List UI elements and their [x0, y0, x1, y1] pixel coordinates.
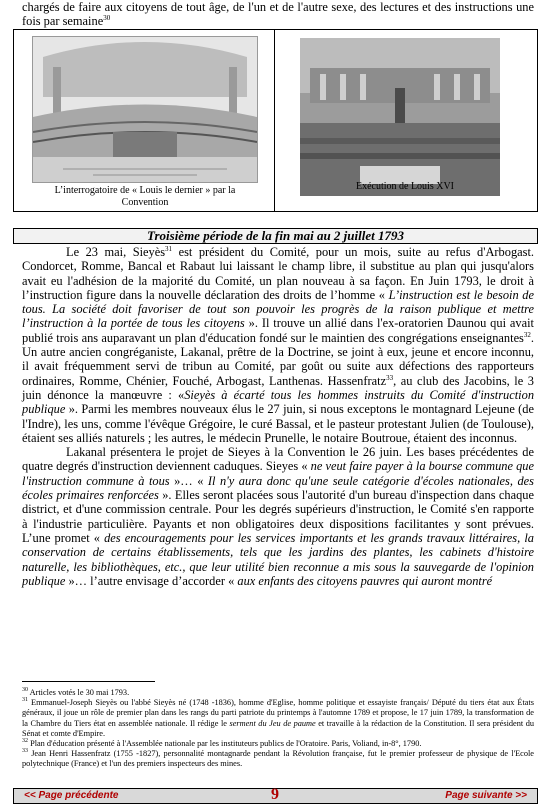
text-run: ». Parmi les membres nouveaux élus le 27 juin, si nous exceptons le montagnard Lejeune (de l'Indre), les uns, comme l'évêque Grégoire, le curé Bassal, et le pasteur protestant Julien (de Toulouse), étaient ses alliés naturels ; les autres, le médecin Prunelle, le notaire Boutroue, étaient des inconnus. [22, 402, 534, 445]
footnote-text: serment du Jeu de paume [229, 718, 316, 728]
intro-line: chargés de faire aux citoyens de tout âge, de l'un et de l'autre sexe, des lectures et des instructions une fois par semaine [22, 0, 534, 28]
text-run: est président du Comité, pour un mois, suite au refus d'Arbogast. Condorcet, Romme, Bancal et Rabaut lui laissant le champ libre, il substitue au plan qui jusqu'alors avait eu l'adhésion de la majorité du Comité, un plan nouveau à sa façon. En Juin 1793, le droit à l’instruction figure dans la nouvelle déclaration des droits de l’homme « [22, 245, 535, 302]
figure-caption-right: Exécution de Louis XVI [355, 181, 455, 192]
previous-page-link[interactable]: << Page précédente [24, 790, 119, 801]
paragraph [22, 245, 534, 445]
quote: des encouragements pour les services importants et les grands travaux littéraires, la conservation de certains établissements, tels que les jardins des plantes, les cabinets d'histoire naturelle, les bibliothèques, etc., que leur utilité bien reconnue a mis sous la sauvegarde de l'opinion publique [22, 530, 534, 588]
text-run: Le 23 mai, Sieyès [66, 245, 166, 259]
footnote-ref: 32 [523, 330, 531, 339]
page-number: 9 [271, 786, 279, 803]
section-title: Troisième période de la fin mai au 2 juillet 1793 [13, 228, 538, 244]
intro-text [22, 0, 534, 28]
footnote [22, 698, 534, 739]
figure-table [13, 29, 538, 212]
next-page-link[interactable]: Page suivante >> [445, 790, 527, 801]
text-run: »… l’autre envisage d’accorder « [65, 573, 238, 588]
footnote-ref: 33 [386, 373, 394, 382]
figure-cell-left [14, 30, 275, 211]
footnote-divider [22, 681, 155, 682]
quote: aux enfants des citoyens pauvres qui auront montré [237, 573, 493, 588]
footnote-ref: 30 [103, 13, 111, 22]
footnote-ref: 31 [165, 244, 173, 253]
footnote [22, 749, 534, 769]
text-run: . Un autre ancien congréganiste, Lakanal, prêtre de la Doctrine, se joint à eux, jeune et encore inconnu, il avait fréquemment servi de tribun au Comité, par goût ou suite aux défections des rapporteurs ordinaires, Romme, Chénier, Fouché, Arbogast, Lanthenas. Hassenfratz [22, 330, 534, 388]
figure-caption-left: L’interrogatoire de « Louis le dernier » par la Convention [54, 185, 236, 208]
footer-nav-bar [13, 788, 538, 804]
footnote-number: 31 [22, 697, 28, 704]
quote: L’instruction est le besoin de tous. La société doit favoriser de tout son pouvoir les progrès de la raison publique et mettre l’instruction à la portée de tous les citoyens [22, 287, 534, 331]
footnote-number: 30 [22, 687, 28, 694]
footnote-text: Emmanuel-Joseph Sieyès ou l'abbé Sieyès né (1748 -1836), homme d'Eglise, homme politique et essayiste français/ Député du tiers état aux États généraux, il joue un rôle de premier plan dans les rangs du parti patriote du printemps à l'automne 1789 et propose, le 17 juin 1789, la transformation de la Chambre du Tiers état en assemblée nationale. Il rédige le [22, 698, 534, 728]
quote: Sieyès à écarté tous les hommes instruits du Comité d'instruction publique [22, 387, 535, 417]
footnotes [22, 688, 534, 770]
execution-image [300, 38, 500, 196]
text-run: ». Il trouve un allié dans l'ex-oratorien Daunou qui avait publié trois ans auparavant un plan d'éducation fondé sur le maintien des congrégations enseignantes [22, 316, 534, 345]
paragraph [22, 445, 534, 588]
footnote-number: 32 [22, 738, 28, 745]
footnote [22, 739, 534, 749]
footnote-text: et travaille à la rédaction de la Constitution. Il sera président du Sénat et comte d'Empire. [22, 718, 535, 738]
footnote [22, 688, 534, 698]
figure-cell-right [275, 30, 537, 211]
execution-scene-illustration [300, 38, 500, 196]
engraving-image [32, 36, 258, 183]
quote: ne veut faire payer à la bourse commune que l'instruction commune à tous [22, 459, 535, 488]
footnote-number: 33 [22, 748, 28, 755]
text-run: Lakanal présentera le projet de Sieyes à la Convention le 26 juin. Les bases précédentes de quatre degrés d'instruction deviennent caduques. Sieyes « [22, 445, 534, 474]
quote: Il n'y aura donc qu'une seule catégorie d'écoles nationales, des écoles primaires renforcées [22, 473, 534, 503]
footnote-text: Plan d'éducation présenté à l'Assemblée nationale par les instituteurs publics de l'Oratoire. Paris, Voliand, in-8°, 1790. [28, 739, 422, 749]
text-run: , au club des Jacobins, le 3 juin dénonce la manœuvre : « [22, 373, 534, 402]
convention-engraving-illustration [33, 37, 257, 182]
main-body [22, 245, 534, 588]
footnote-text: Articles votés le 30 mai 1793. [28, 688, 130, 697]
text-run: »… « [169, 473, 208, 488]
footnote-text: Jean Henri Hassenfratz (1755 -1827), personnalité montagnarde pendant la Révolution française, fut le premier professeur de physique de l'Ecole polytechnique (France) et l'un des premiers inspecteurs des mines. [22, 749, 534, 769]
text-run: ». Elles seront placées sous l'autorité d'un bureau d'inspection dans chaque district, et d'une commission centrale. Pour les degrés supérieurs d'instruction, le Comité s'en rapporte à l'industrie particulière. Payants et non obligatoires deux dispositions facilitantes y sont prévues. L’une promet « [22, 488, 535, 545]
